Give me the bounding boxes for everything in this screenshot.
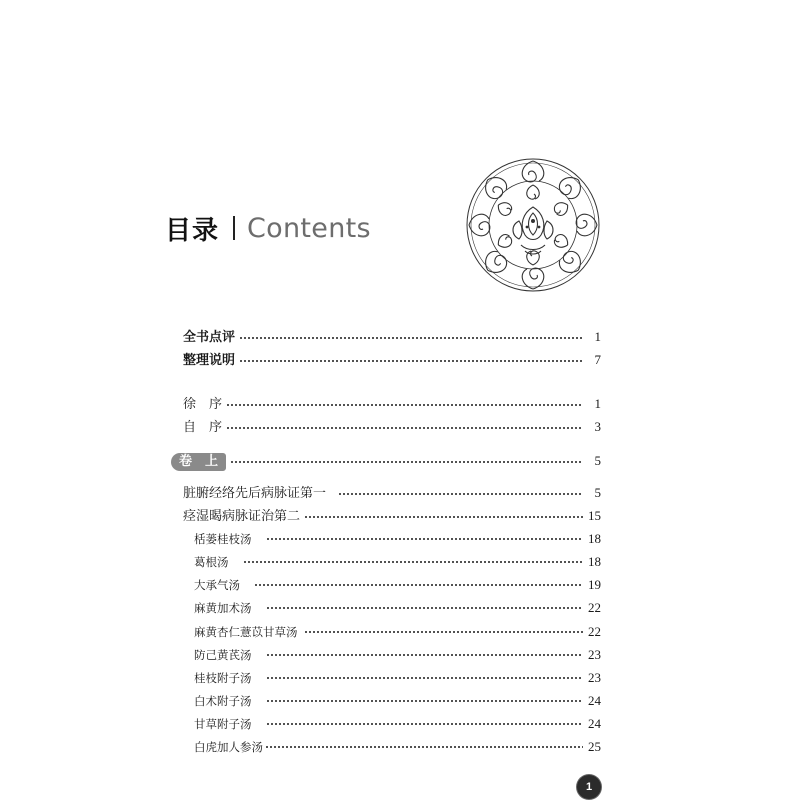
dot-leader: [239, 336, 583, 340]
toc-entry-page: 5: [594, 453, 601, 468]
toc-entry[interactable]: [183, 396, 601, 413]
heading-chinese: 目录: [165, 215, 220, 246]
toc-entry-page: 5: [594, 485, 601, 500]
toc-entry-label: 麻黄加术汤: [194, 601, 252, 615]
toc-entry-label: 甘草附子汤: [194, 717, 252, 731]
dot-leader: [254, 583, 583, 587]
dot-leader: [338, 492, 583, 496]
toc-entry-page: 7: [594, 352, 601, 367]
dot-leader: [266, 676, 584, 680]
toc-entry-page: 19: [588, 577, 601, 592]
toc-entry-label: 桂枝附子汤: [194, 671, 252, 685]
toc-entry-page: 18: [588, 531, 601, 546]
toc-entry-label: 自 序: [183, 420, 223, 435]
toc-entry-label: 大承气汤: [194, 578, 240, 592]
toc-entry[interactable]: [183, 352, 601, 369]
toc-entry-page: 22: [588, 624, 601, 639]
toc-entry-page: 22: [588, 600, 601, 615]
toc-formula-entry[interactable]: [194, 624, 601, 640]
dot-leader: [230, 460, 583, 464]
toc-chapter-entry[interactable]: [183, 508, 601, 525]
toc-entry-page: 24: [588, 716, 601, 731]
toc-entry-label: 白虎加人参汤: [194, 740, 263, 754]
toc-entry-label: 白术附子汤: [194, 694, 252, 708]
toc-entry-label: 整理说明: [183, 353, 236, 368]
heading-english: Contents: [247, 212, 371, 244]
dot-leader: [265, 745, 583, 749]
dot-leader: [266, 722, 584, 726]
toc-entry-label: 徐 序: [183, 397, 223, 412]
toc-entry-label: 防己黄芪汤: [194, 648, 252, 662]
dot-leader: [239, 359, 583, 363]
toc-entry-page: 15: [588, 508, 601, 523]
volume-badge: 卷 上: [171, 453, 226, 471]
toc-formula-entry[interactable]: [194, 647, 601, 663]
toc-entry-page: 25: [588, 739, 601, 754]
toc-formula-entry[interactable]: [194, 600, 601, 616]
dot-leader: [226, 403, 583, 407]
toc-chapter-entry[interactable]: [183, 485, 601, 502]
dot-leader: [304, 515, 583, 519]
dot-leader: [266, 606, 584, 610]
toc-entry-label: 麻黄杏仁薏苡甘草汤: [194, 625, 298, 639]
toc-formula-entry[interactable]: [194, 554, 601, 570]
dot-leader: [304, 630, 584, 634]
lotus-medallion-icon: [463, 155, 603, 295]
toc-formula-entry[interactable]: [194, 716, 601, 732]
toc-entry-label: 葛根汤: [194, 555, 229, 569]
toc-entry-page: 24: [588, 693, 601, 708]
dot-leader: [266, 699, 584, 703]
toc-entry-page: 23: [588, 647, 601, 662]
toc-formula-entry[interactable]: [194, 693, 601, 709]
toc-entry-label: 栝蒌桂枝汤: [194, 532, 252, 546]
toc-volume-entry[interactable]: [171, 453, 601, 471]
dot-leader: [226, 426, 583, 430]
toc-formula-entry[interactable]: [194, 531, 601, 547]
toc-formula-entry[interactable]: [194, 739, 601, 755]
dot-leader: [243, 560, 584, 564]
dot-leader: [266, 653, 584, 657]
page-number-badge: 1: [577, 775, 601, 799]
toc-entry-page: 3: [594, 419, 601, 434]
toc-entry-page: 1: [594, 329, 601, 344]
toc-entry-page: 23: [588, 670, 601, 685]
heading-divider: [233, 216, 235, 240]
toc-entry-page: 18: [588, 554, 601, 569]
toc-formula-entry[interactable]: [194, 577, 601, 593]
toc-entry[interactable]: [183, 419, 601, 436]
toc-entry-label: 痉湿暍病脉证治第二: [183, 509, 301, 524]
toc-formula-entry[interactable]: [194, 670, 601, 686]
toc-entry[interactable]: [183, 329, 601, 346]
dot-leader: [266, 537, 584, 541]
toc-entry-label: 脏腑经络先后病脉证第一: [183, 486, 327, 501]
toc-entry-label: 全书点评: [183, 330, 236, 345]
toc-heading: [165, 208, 371, 248]
toc-entry-page: 1: [594, 396, 601, 411]
